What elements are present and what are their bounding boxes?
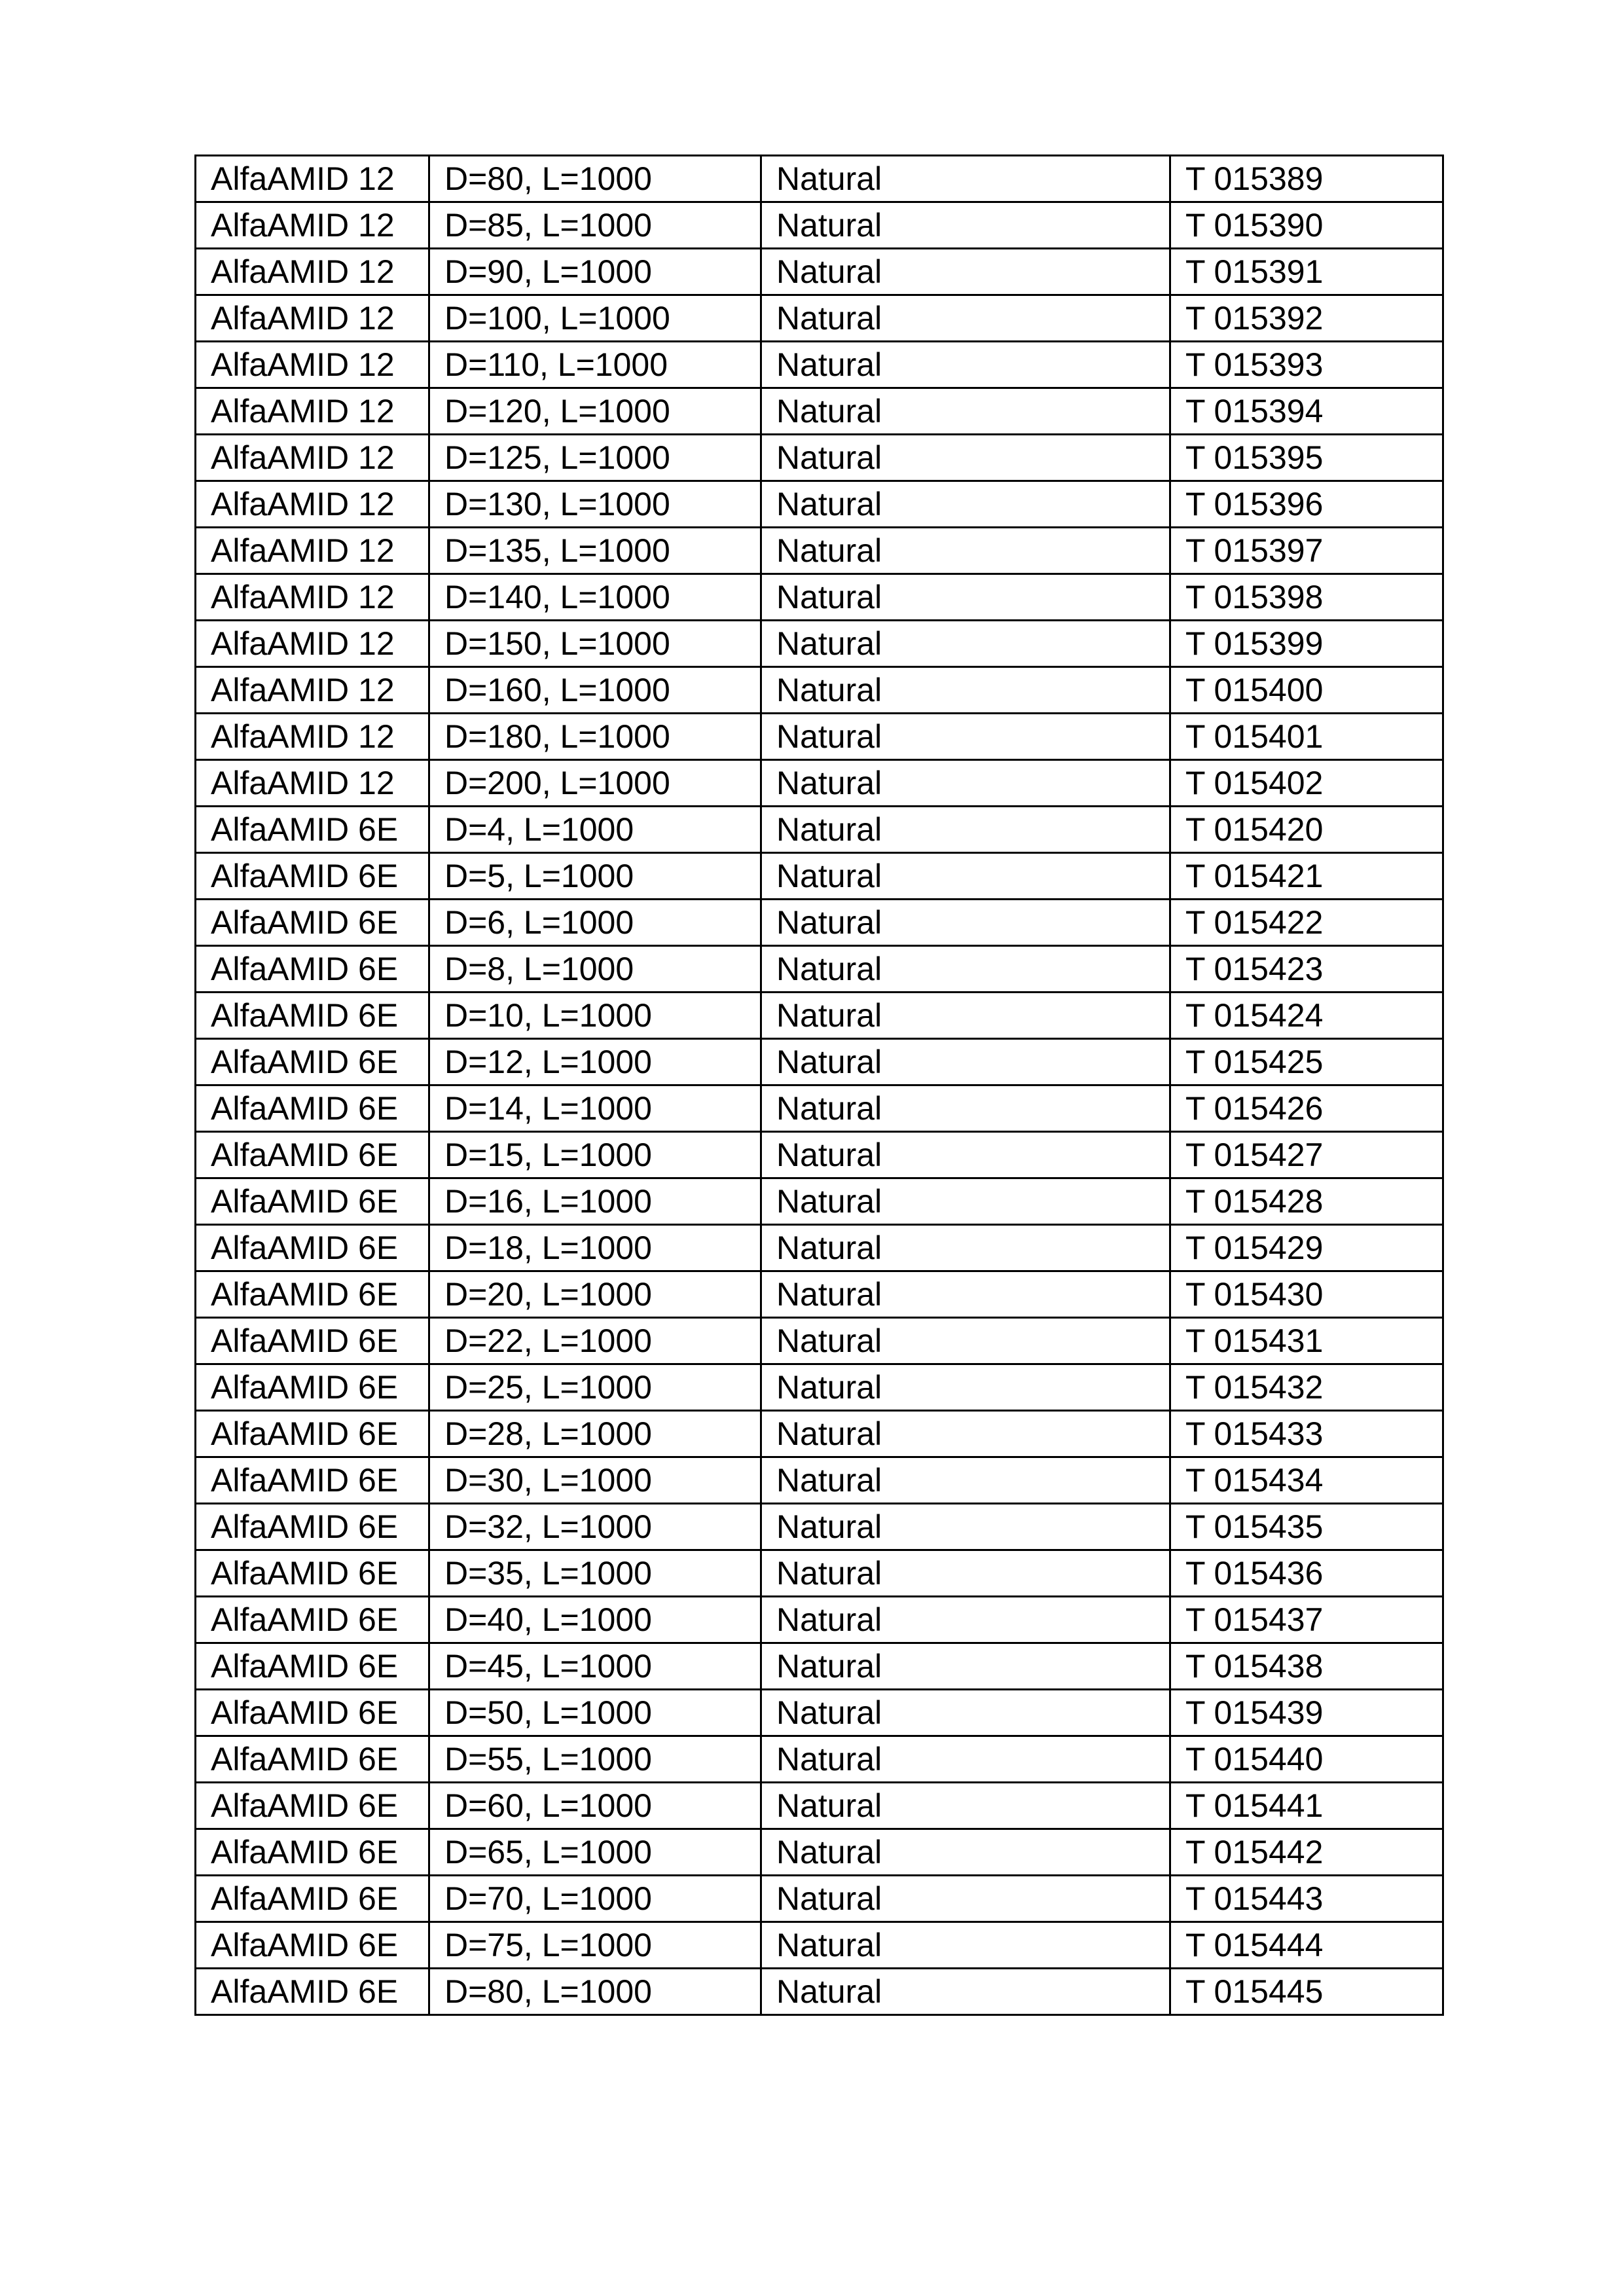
dimensions-cell: D=85, L=1000 [429,202,761,249]
article-code-cell: T 015402 [1170,760,1443,807]
product-name-cell: AlfaAMID 12 [196,342,429,388]
table-row [196,202,1443,249]
article-code-cell: T 015396 [1170,481,1443,528]
article-code-cell: T 015398 [1170,574,1443,621]
dimensions-cell: D=12, L=1000 [429,1039,761,1085]
color-cell: Natural [761,528,1170,574]
dimensions-cell: D=22, L=1000 [429,1318,761,1364]
dimensions-cell: D=80, L=1000 [429,1969,761,2015]
color-cell: Natural [761,1969,1170,2015]
color-cell: Natural [761,481,1170,528]
color-cell: Natural [761,295,1170,342]
table-row [196,946,1443,993]
article-code-cell: T 015423 [1170,946,1443,993]
dimensions-cell: D=16, L=1000 [429,1178,761,1225]
color-cell: Natural [761,1783,1170,1829]
table-row [196,1783,1443,1829]
color-cell: Natural [761,1504,1170,1550]
color-cell: Natural [761,1922,1170,1969]
article-code-cell: T 015424 [1170,993,1443,1039]
article-code-cell: T 015428 [1170,1178,1443,1225]
table-row [196,667,1443,714]
color-cell: Natural [761,900,1170,946]
article-code-cell: T 015392 [1170,295,1443,342]
dimensions-cell: D=75, L=1000 [429,1922,761,1969]
product-name-cell: AlfaAMID 12 [196,760,429,807]
dimensions-cell: D=150, L=1000 [429,621,761,667]
dimensions-cell: D=125, L=1000 [429,435,761,481]
article-code-cell: T 015439 [1170,1690,1443,1736]
dimensions-cell: D=40, L=1000 [429,1597,761,1643]
dimensions-cell: D=110, L=1000 [429,342,761,388]
color-cell: Natural [761,202,1170,249]
dimensions-cell: D=5, L=1000 [429,853,761,900]
table-row [196,1876,1443,1922]
dimensions-cell: D=130, L=1000 [429,481,761,528]
color-cell: Natural [761,1876,1170,1922]
product-name-cell: AlfaAMID 6E [196,993,429,1039]
table-row [196,807,1443,853]
article-code-cell: T 015441 [1170,1783,1443,1829]
table-row [196,1969,1443,2015]
table-row [196,1922,1443,1969]
article-code-cell: T 015426 [1170,1085,1443,1132]
article-code-cell: T 015429 [1170,1225,1443,1271]
color-cell: Natural [761,1271,1170,1318]
table-row [196,249,1443,295]
table-row [196,574,1443,621]
product-name-cell: AlfaAMID 12 [196,621,429,667]
product-name-cell: AlfaAMID 6E [196,1271,429,1318]
product-name-cell: AlfaAMID 6E [196,1922,429,1969]
product-name-cell: AlfaAMID 6E [196,1318,429,1364]
dimensions-cell: D=70, L=1000 [429,1876,761,1922]
dimensions-cell: D=65, L=1000 [429,1829,761,1876]
dimensions-cell: D=60, L=1000 [429,1783,761,1829]
product-name-cell: AlfaAMID 6E [196,1364,429,1411]
color-cell: Natural [761,853,1170,900]
product-name-cell: AlfaAMID 6E [196,1643,429,1690]
dimensions-cell: D=32, L=1000 [429,1504,761,1550]
color-cell: Natural [761,1736,1170,1783]
product-name-cell: AlfaAMID 6E [196,1225,429,1271]
product-name-cell: AlfaAMID 6E [196,1783,429,1829]
dimensions-cell: D=15, L=1000 [429,1132,761,1178]
color-cell: Natural [761,760,1170,807]
table-row [196,1550,1443,1597]
article-code-cell: T 015436 [1170,1550,1443,1597]
color-cell: Natural [761,1457,1170,1504]
table-row [196,853,1443,900]
dimensions-cell: D=90, L=1000 [429,249,761,295]
table-row [196,435,1443,481]
color-cell: Natural [761,1550,1170,1597]
color-cell: Natural [761,1039,1170,1085]
product-name-cell: AlfaAMID 6E [196,1829,429,1876]
color-cell: Natural [761,1643,1170,1690]
article-code-cell: T 015438 [1170,1643,1443,1690]
dimensions-cell: D=20, L=1000 [429,1271,761,1318]
color-cell: Natural [761,1085,1170,1132]
product-name-cell: AlfaAMID 6E [196,1550,429,1597]
product-name-cell: AlfaAMID 12 [196,156,429,202]
table-row [196,1364,1443,1411]
article-code-cell: T 015432 [1170,1364,1443,1411]
color-cell: Natural [761,1364,1170,1411]
dimensions-cell: D=6, L=1000 [429,900,761,946]
dimensions-cell: D=45, L=1000 [429,1643,761,1690]
dimensions-cell: D=140, L=1000 [429,574,761,621]
article-code-cell: T 015401 [1170,714,1443,760]
dimensions-cell: D=30, L=1000 [429,1457,761,1504]
article-code-cell: T 015442 [1170,1829,1443,1876]
color-cell: Natural [761,1597,1170,1643]
product-name-cell: AlfaAMID 12 [196,388,429,435]
product-name-cell: AlfaAMID 12 [196,249,429,295]
article-code-cell: T 015431 [1170,1318,1443,1364]
product-name-cell: AlfaAMID 6E [196,946,429,993]
article-code-cell: T 015397 [1170,528,1443,574]
article-code-cell: T 015430 [1170,1271,1443,1318]
color-cell: Natural [761,388,1170,435]
table-row [196,1829,1443,1876]
article-code-cell: T 015435 [1170,1504,1443,1550]
table-row [196,1178,1443,1225]
color-cell: Natural [761,946,1170,993]
color-cell: Natural [761,993,1170,1039]
product-name-cell: AlfaAMID 6E [196,1411,429,1457]
table-row [196,156,1443,202]
dimensions-cell: D=35, L=1000 [429,1550,761,1597]
article-code-cell: T 015444 [1170,1922,1443,1969]
product-name-cell: AlfaAMID 6E [196,900,429,946]
color-cell: Natural [761,342,1170,388]
article-code-cell: T 015399 [1170,621,1443,667]
article-code-cell: T 015389 [1170,156,1443,202]
table-row [196,1597,1443,1643]
table-row [196,528,1443,574]
product-name-cell: AlfaAMID 12 [196,574,429,621]
product-name-cell: AlfaAMID 6E [196,807,429,853]
table-row [196,1411,1443,1457]
color-cell: Natural [761,1178,1170,1225]
dimensions-cell: D=120, L=1000 [429,388,761,435]
article-code-cell: T 015425 [1170,1039,1443,1085]
table-row [196,1318,1443,1364]
product-name-cell: AlfaAMID 6E [196,1457,429,1504]
article-code-cell: T 015443 [1170,1876,1443,1922]
dimensions-cell: D=25, L=1000 [429,1364,761,1411]
table-row [196,1504,1443,1550]
table-row [196,1085,1443,1132]
product-name-cell: AlfaAMID 6E [196,1876,429,1922]
color-cell: Natural [761,574,1170,621]
product-name-cell: AlfaAMID 6E [196,1178,429,1225]
product-name-cell: AlfaAMID 12 [196,435,429,481]
article-code-cell: T 015421 [1170,853,1443,900]
color-cell: Natural [761,1411,1170,1457]
dimensions-cell: D=18, L=1000 [429,1225,761,1271]
product-table-body [196,156,1443,2015]
color-cell: Natural [761,1829,1170,1876]
product-table [194,155,1444,2016]
table-row [196,1039,1443,1085]
article-code-cell: T 015395 [1170,435,1443,481]
color-cell: Natural [761,1132,1170,1178]
color-cell: Natural [761,621,1170,667]
article-code-cell: T 015445 [1170,1969,1443,2015]
dimensions-cell: D=100, L=1000 [429,295,761,342]
product-name-cell: AlfaAMID 12 [196,528,429,574]
article-code-cell: T 015440 [1170,1736,1443,1783]
dimensions-cell: D=28, L=1000 [429,1411,761,1457]
article-code-cell: T 015434 [1170,1457,1443,1504]
product-name-cell: AlfaAMID 12 [196,295,429,342]
dimensions-cell: D=50, L=1000 [429,1690,761,1736]
color-cell: Natural [761,156,1170,202]
dimensions-cell: D=14, L=1000 [429,1085,761,1132]
table-row [196,342,1443,388]
product-name-cell: AlfaAMID 6E [196,1597,429,1643]
dimensions-cell: D=135, L=1000 [429,528,761,574]
color-cell: Natural [761,249,1170,295]
article-code-cell: T 015393 [1170,342,1443,388]
article-code-cell: T 015420 [1170,807,1443,853]
table-row [196,1736,1443,1783]
table-row [196,993,1443,1039]
product-name-cell: AlfaAMID 6E [196,1132,429,1178]
table-row [196,900,1443,946]
dimensions-cell: D=200, L=1000 [429,760,761,807]
product-name-cell: AlfaAMID 6E [196,1736,429,1783]
color-cell: Natural [761,1225,1170,1271]
product-name-cell: AlfaAMID 6E [196,1690,429,1736]
table-row [196,621,1443,667]
table-row [196,1225,1443,1271]
table-row [196,760,1443,807]
product-name-cell: AlfaAMID 6E [196,1085,429,1132]
table-row [196,388,1443,435]
table-row [196,481,1443,528]
product-name-cell: AlfaAMID 6E [196,1504,429,1550]
dimensions-cell: D=80, L=1000 [429,156,761,202]
dimensions-cell: D=8, L=1000 [429,946,761,993]
table-row [196,1457,1443,1504]
article-code-cell: T 015422 [1170,900,1443,946]
product-name-cell: AlfaAMID 12 [196,202,429,249]
table-row [196,1643,1443,1690]
article-code-cell: T 015390 [1170,202,1443,249]
article-code-cell: T 015427 [1170,1132,1443,1178]
dimensions-cell: D=4, L=1000 [429,807,761,853]
article-code-cell: T 015394 [1170,388,1443,435]
dimensions-cell: D=10, L=1000 [429,993,761,1039]
table-row [196,1690,1443,1736]
product-name-cell: AlfaAMID 12 [196,667,429,714]
article-code-cell: T 015433 [1170,1411,1443,1457]
product-name-cell: AlfaAMID 6E [196,1039,429,1085]
table-row [196,295,1443,342]
article-code-cell: T 015391 [1170,249,1443,295]
product-name-cell: AlfaAMID 6E [196,1969,429,2015]
color-cell: Natural [761,714,1170,760]
color-cell: Natural [761,1318,1170,1364]
dimensions-cell: D=180, L=1000 [429,714,761,760]
color-cell: Natural [761,435,1170,481]
table-row [196,1271,1443,1318]
product-name-cell: AlfaAMID 6E [196,853,429,900]
table-row [196,714,1443,760]
article-code-cell: T 015400 [1170,667,1443,714]
product-name-cell: AlfaAMID 12 [196,714,429,760]
table-row [196,1132,1443,1178]
dimensions-cell: D=55, L=1000 [429,1736,761,1783]
product-name-cell: AlfaAMID 12 [196,481,429,528]
article-code-cell: T 015437 [1170,1597,1443,1643]
color-cell: Natural [761,667,1170,714]
dimensions-cell: D=160, L=1000 [429,667,761,714]
color-cell: Natural [761,1690,1170,1736]
color-cell: Natural [761,807,1170,853]
